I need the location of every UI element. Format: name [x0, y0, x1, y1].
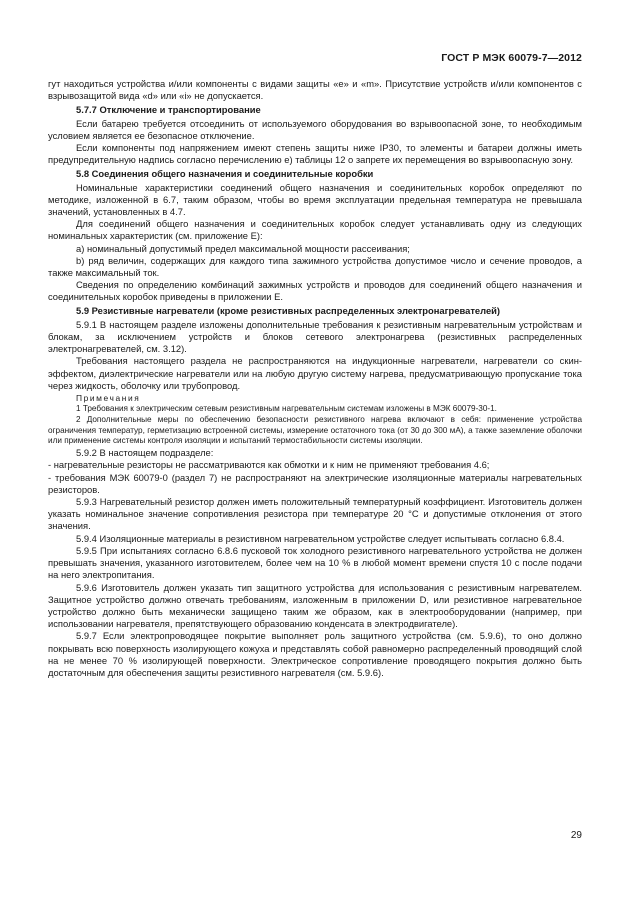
- note-paragraph: 1 Требования к электрическим сетевым резистивным нагревательным системам изложены в МЭК 60079-30-1.: [76, 404, 497, 414]
- section-heading: 5.8 Соединения общего назначения и соединительные коробки: [76, 167, 374, 179]
- paragraph: Номинальные характеристики соединений общего назначения и соединительных коробок определяют по методике, изложенной в 6.7, таким образом, чтобы во время эксплуатации предельная температура не превышала значений, установленных в 4.7.: [48, 181, 582, 218]
- body-text: [48, 78, 582, 679]
- paragraph: 5.9.2 В настоящем подразделе:: [76, 447, 214, 459]
- paragraph: 5.9.5 При испытаниях согласно 6.8.6 пусковой ток холодного резистивного нагревательного устройства не должен превышать значения, указанного изготовителем, более чем на 10 % в любой момент времени спустя 10 с после подачи на него электропитания.: [48, 544, 582, 581]
- paragraph: Если компоненты под напряжением имеют степень защиты ниже IP30, то элементы и батареи должны иметь предупредительную надпись согласно перечислению е) таблицы 12 о запрете их перемещения во взрывоопасную зону.: [48, 142, 582, 166]
- note-paragraph: Примечания: [76, 393, 141, 404]
- paragraph: b) ряд величин, содержащих для каждого типа зажимного устройства допустимое число и сечение проводов, а также максимальный ток.: [48, 254, 582, 279]
- paragraph: - требования МЭК 60079-0 (раздел 7) не распространяют на электрические изоляционные материалы нагревательных резисторов.: [48, 471, 582, 495]
- paragraph: a) номинальный допустимый предел максимальной мощности рассеивания;: [76, 242, 410, 254]
- page-number: 29: [570, 830, 582, 841]
- paragraph: 5.9.6 Изготовитель должен указать тип защитного устройства для использования с резистивным нагревателем. Защитное устройство должно отвечать требованиям, изложенным в приложении D, или резистивное нагревательное устройство должно быть механически защищено таким же образом, как в электрооборудовании (например, при использовании нагревателя, препятствующего образованию конденсата в электродвигателе).: [48, 581, 582, 630]
- paragraph: Сведения по определению комбинаций зажимных устройств и проводов для соединений общего назначения и соединительных коробок приведены в приложении Е.: [48, 279, 582, 303]
- paragraph: Если батарею требуется отсоединить от используемого оборудования во взрывоопасной зоне, то необходимым условием является ее безопасное отключение.: [48, 117, 582, 141]
- standard-header: ГОСТ Р МЭК 60079-7—2012: [441, 52, 582, 64]
- paragraph: 5.9.7 Если электропроводящее покрытие выполняет роль защитного устройства (см. 5.9.6), то оно должно покрывать всю поверхность изолирующего кожуха и представлять собой равномерно распределенный проводящий слой на не менее 70 % изолирующей поверхности. Электрическое сопротивление проводящего покрытия должно быть достаточным для обеспечения защиты резистивного нагревателя (см. 5.9.6).: [48, 630, 582, 678]
- paragraph: Для соединений общего назначения и соединительных коробок следует устанавливать одну из следующих номинальных характеристик (см. приложение Е):: [48, 218, 582, 242]
- paragraph: 5.9.3 Нагревательный резистор должен иметь положительный температурный коэффициент. Изготовитель должен указать номинальное значение сопротивления резистора при температуре 20 °С и допустимые отклонения от этого значения.: [48, 496, 582, 532]
- section-heading: 5.7.7 Отключение и транспортирование: [76, 103, 261, 115]
- section-heading: 5.9 Резистивные нагреватели (кроме резистивных распределенных электронагревателей): [76, 305, 501, 317]
- paragraph: 5.9.1 В настоящем разделе изложены дополнительные требования к резистивным нагревательным устройствам и блокам, за исключением устройств и блоков сетевого электронагрева (резистивных распределенных электронагревателей, см. 3.12).: [48, 318, 582, 355]
- note-paragraph: 2 Дополнительные меры по обеспечению безопасности резистивного нагрева включают в себя: применение устройства ограничения температур, герметизацию встроенной системы, измерение остаточного тока (от 30 до 300 мА), а также заземление оболочки или применение системы контроля изоляции и испытаний термостабильности системы изоляции.: [48, 414, 582, 446]
- paragraph: - нагревательные резисторы не рассматриваются как обмотки и к ним не применяют требования 4.6;: [48, 459, 490, 471]
- paragraph: 5.9.4 Изоляционные материалы в резистивном нагревательном устройстве следует испытывать согласно 6.8.4.: [76, 532, 565, 544]
- paragraph: гут находиться устройства и/или компоненты с видами защиты «е» и «m». Присутствие устройств и/или компонентов с взрывозащитой вида «d» или «i» не допускается.: [48, 78, 582, 102]
- paragraph: Требования настоящего раздела не распространяются на индукционные нагреватели, нагреватели со скин-эффектом, диэлектрические нагреватели или на любую другую систему нагрева, предусматривающую пропускание тока через жидкость, оболочку или трубопровод.: [48, 355, 582, 391]
